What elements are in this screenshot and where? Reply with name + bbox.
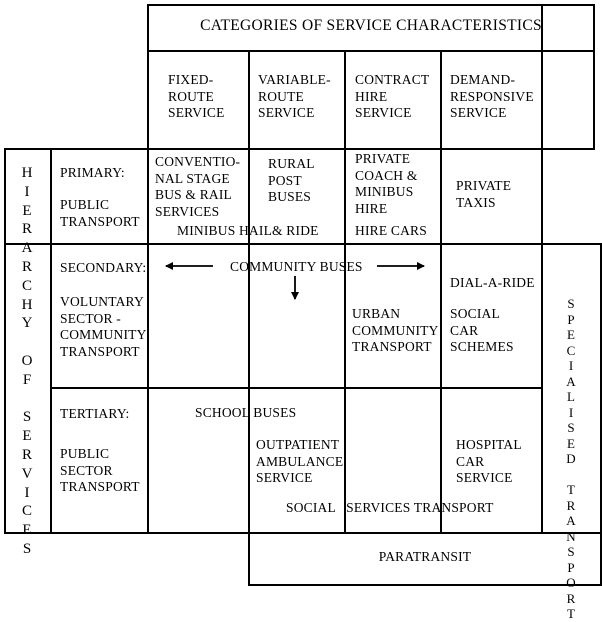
hospital-car-service: HOSPITAL CAR SERVICE — [456, 437, 522, 485]
conventional-stage-bus-rail-services: CONVENTIO- NAL STAGE BUS & RAIL SERVICES — [155, 154, 241, 219]
urban-community-transport: URBAN COMMUNITY TRANSPORT — [352, 306, 439, 354]
row-primary-description: PUBLIC TRANSPORT — [60, 197, 140, 229]
row-primary-name: PRIMARY: — [60, 165, 125, 180]
specialised-transport-label: S P E C I A L I S E D T R A N S P O R T — [566, 296, 576, 621]
school-buses: SCHOOL BUSES — [195, 405, 297, 420]
row-secondary-description: VOLUNTARY SECTOR - COMMUNITY TRANSPORT — [60, 294, 147, 359]
row-secondary-name: SECONDARY: — [60, 260, 147, 275]
row-tertiary-description: PUBLIC SECTOR TRANSPORT — [60, 446, 140, 494]
column-header-contract-hire: CONTRACT HIRE SERVICE — [355, 72, 430, 120]
column-header-demand-responsive: DEMAND- RESPONSIVE SERVICE — [450, 72, 534, 120]
paratransit-label: PARATRANSIT — [378, 549, 472, 564]
column-header-fixed-route: FIXED- ROUTE SERVICE — [168, 72, 225, 120]
private-taxis: PRIVATE TAXIS — [456, 178, 512, 210]
minibus-hail-ride: MINIBUS HAIL& RIDE — [177, 223, 319, 238]
diagram-title: CATEGORIES OF SERVICE CHARACTERISTICS — [200, 17, 542, 34]
private-coach-minibus-hire: PRIVATE COACH & MINIBUS HIRE — [355, 151, 418, 216]
column-header-variable-route: VARIABLE- ROUTE SERVICE — [258, 72, 331, 120]
social-car-schemes: SOCIAL CAR SCHEMES — [450, 306, 514, 354]
outpatient-ambulance-service: OUTPATIENT AMBULANCE SERVICE — [256, 437, 344, 485]
hire-cars: HIRE CARS — [355, 223, 427, 238]
row-tertiary-name: TERTIARY: — [60, 406, 130, 421]
hierarchy-of-services-label: H I E R A R C H Y O F S E R V I C E S — [21, 165, 33, 557]
social-services-transport: SOCIAL SERVICES TRANSPORT — [286, 500, 494, 515]
rural-post-buses: RURAL POST BUSES — [268, 156, 315, 204]
dial-a-ride: DIAL-A-RIDE — [450, 275, 535, 290]
community-buses: COMMUNITY BUSES — [230, 259, 363, 274]
